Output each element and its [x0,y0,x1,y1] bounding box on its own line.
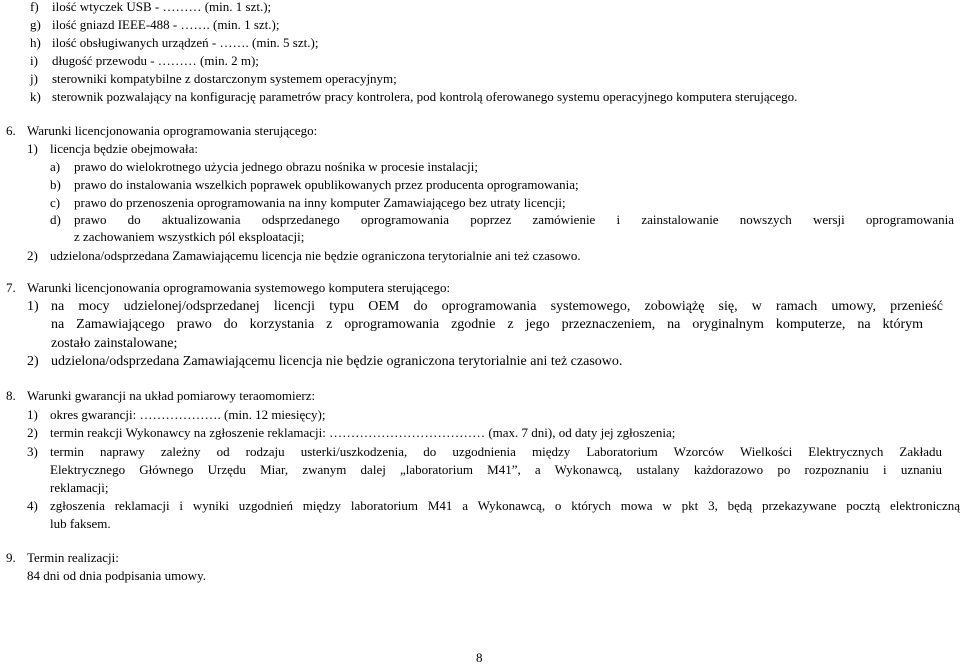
list-label: b) [50,177,61,192]
list-item: termin naprawy zależny od rodzaju usterki/uszkodzenia, do uzgodnienia między Laboratorium Wzorców Wielkości Elektrycznych Zakładu [50,445,942,459]
list-item: sterownik pozwalający na konfigurację parametrów pracy kontrolera, pod kontrolą oferowanego systemu operacyjnego komputera sterującego. [52,89,798,104]
section-number: 8. [6,388,16,403]
list-item: ilość wtyczek USB - ……… (min. 1 szt.); [52,0,272,14]
list-label: h) [30,35,41,50]
section-title: Termin realizacji: [27,550,119,565]
list-label: 2) [27,248,38,263]
list-item: na mocy udzielonej/odsprzedanej licencji typu OEM do oprogramowania systemowego, zobowiążę się, w ramach umowy, przenieść [51,300,943,314]
list-label: 4) [27,498,38,513]
list-label: 3) [27,444,38,459]
list-item: długość przewodu - ……… (min. 2 m); [52,53,259,68]
list-item: termin reakcji Wykonawcy na zgłoszenie reklamacji: ……………………………… (max. 7 dni), od daty jej zgłoszenia; [50,425,676,440]
section-title: Warunki licencjonowania oprogramowania systemowego komputera sterującego: [27,280,451,295]
list-item: ilość gniazd IEEE-488 - ……. (min. 1 szt.); [52,17,280,32]
section-title: Warunki licencjonowania oprogramowania sterującego: [27,123,318,138]
list-label: d) [50,212,61,227]
list-item-continuation: Elektrycznego Głównego Urzędu Miar, zwanym dalej „laboratorium M41”, a Wykonawcą, ustalany każdorazowo po rozpoznaniu i uznaniu [50,463,942,477]
list-item: okres gwarancji: ………………. (min. 12 miesięcy); [50,407,326,422]
list-label: 2) [27,425,38,440]
list-label: 1) [27,299,39,314]
list-item: udzielona/odsprzedana Zamawiającemu licencja nie będzie ograniczona terytorialnie ani też czasowo. [50,248,581,263]
list-label: 1) [27,407,38,422]
list-item-continuation: zostało zainstalowane; [51,336,178,351]
section-number: 7. [6,280,16,295]
list-label: 2) [27,354,39,369]
list-item: zgłoszenia reklamacji i wyniki uzgodnień między laboratorium M41 a Wykonawcą, o których mowa w pkt 3, będą przekazywane pocztą elektroniczną [50,499,960,513]
list-label: c) [50,195,61,210]
list-label: a) [50,159,61,174]
section-title: Warunki gwarancji na układ pomiarowy teraomomierz: [27,388,316,403]
list-item: prawo do instalowania wszelkich poprawek opublikowanych przez producenta oprogramowania; [74,177,579,192]
list-item-continuation: reklamacji; [50,480,109,495]
section-body: 84 dni od dnia podpisania umowy. [27,568,206,583]
list-item: prawo do wielokrotnego użycia jednego obrazu nośnika w procesie instalacji; [74,159,478,174]
list-label: 1) [27,141,38,156]
list-item: licencja będzie obejmowała: [50,141,198,156]
list-label: i) [30,53,38,68]
list-item: sterowniki kompatybilne z dostarczonym systemem operacyjnym; [52,71,397,86]
list-item-continuation: lub faksem. [50,516,111,531]
list-item-continuation: z zachowaniem wszystkich pól eksploatacji; [74,229,305,244]
list-label: g) [30,17,41,32]
list-item: prawo do aktualizowania odsprzedanego oprogramowania poprzez zamówienie i zainstalowanie nowszych wersji oprogramowania [74,213,954,227]
list-label: k) [30,89,41,104]
list-item-continuation: na Zamawiającego prawo do korzystania z oprogramowania zgodnie z jego przeznaczeniem, na oryginalnym komputerze, na którym [51,318,923,332]
list-label: j) [30,71,38,86]
section-number: 9. [6,550,16,565]
section-number: 6. [6,123,16,138]
page-number: 8 [476,650,483,665]
list-item: ilość obsługiwanych urządzeń - ……. (min. 5 szt.); [52,35,319,50]
list-item: udzielona/odsprzedana Zamawiającemu licencja nie będzie ograniczona terytorialnie ani też czasowo. [51,354,623,369]
list-label: f) [30,0,39,14]
list-item: prawo do przenoszenia oprogramowania na inny komputer Zamawiającego bez utraty licencji; [74,195,566,210]
